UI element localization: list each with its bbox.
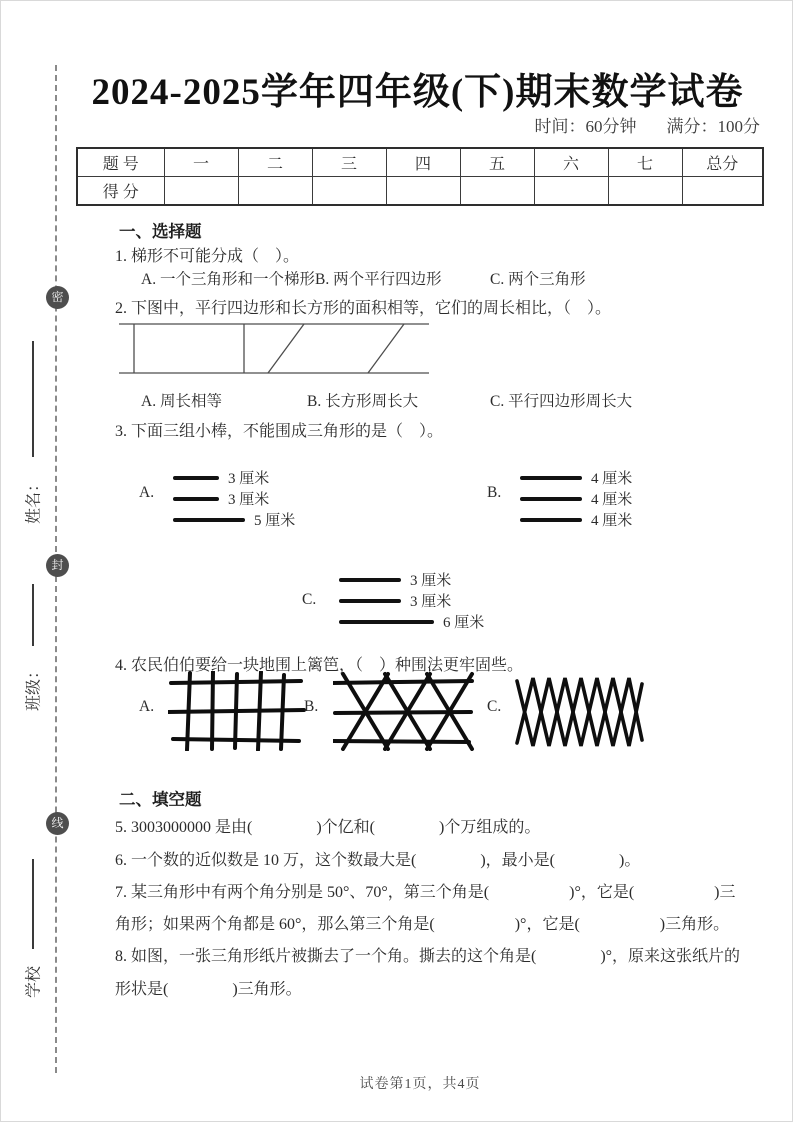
score-cell-empty bbox=[312, 177, 386, 206]
score-table bbox=[76, 147, 764, 206]
fence-cross-diagram bbox=[333, 671, 475, 751]
stick-row bbox=[520, 509, 632, 530]
rectangle-parallelogram-diagram bbox=[116, 321, 436, 377]
score-cell-empty bbox=[608, 177, 682, 206]
stick-length-label: 5 厘米 bbox=[254, 513, 296, 529]
score-table-col-7: 七 bbox=[608, 148, 682, 177]
stick-line bbox=[173, 497, 219, 501]
score-table-question-header: 题 号 bbox=[77, 148, 164, 177]
choice-section-heading: 一、选择题 bbox=[119, 222, 202, 241]
exam-full-score: 满分：100分 bbox=[666, 117, 760, 136]
stick-length-label: 6 厘米 bbox=[443, 615, 485, 631]
stick-length-label: 3 厘米 bbox=[410, 594, 452, 610]
stick-line bbox=[339, 578, 401, 582]
score-cell-empty bbox=[460, 177, 534, 206]
stick-row bbox=[339, 569, 484, 590]
score-cell-empty bbox=[534, 177, 608, 206]
page-footer: 试卷第1页，共4页 bbox=[359, 1077, 481, 1092]
fence-option-c-label: C. bbox=[487, 698, 502, 715]
seal-badge-mi: 密 bbox=[46, 286, 69, 309]
stick-row bbox=[173, 467, 295, 488]
stick-row bbox=[520, 467, 632, 488]
question-6-text: 6. 一个数的近似数是 10 万，这个数最大是( )，最小是( )。 bbox=[115, 852, 641, 869]
question-4-text: 4. 农民伯伯要给一块地围上篱笆，（ ）种围法更牢固些。 bbox=[115, 657, 524, 674]
stick-length-label: 3 厘米 bbox=[410, 573, 452, 589]
stick-group-c-label: C. bbox=[302, 591, 317, 608]
fence-grid-diagram bbox=[168, 671, 308, 751]
school-label: 学校 bbox=[25, 965, 43, 999]
stick-row bbox=[173, 488, 295, 509]
stick-line bbox=[339, 620, 434, 624]
exam-time: 时间：60分钟 bbox=[534, 117, 637, 136]
question-1-option-a: A. 一个三角形和一个梯形 bbox=[141, 271, 315, 288]
stick-group-c bbox=[339, 569, 484, 632]
stick-row bbox=[339, 611, 484, 632]
stick-group-b-label: B. bbox=[487, 484, 502, 501]
seal-badge-feng: 封 bbox=[46, 554, 69, 577]
score-table-score-row bbox=[77, 177, 763, 206]
class-label: 班级： bbox=[25, 662, 43, 712]
score-table-header-row bbox=[77, 148, 763, 177]
stick-length-label: 4 厘米 bbox=[591, 513, 633, 529]
question-1-option-b: B. 两个平行四边形 bbox=[315, 271, 442, 288]
name-label: 姓名： bbox=[25, 475, 43, 525]
stick-length-label: 4 厘米 bbox=[591, 471, 633, 487]
exam-meta bbox=[505, 112, 761, 137]
stick-line bbox=[339, 599, 401, 603]
score-table-score-label: 得 分 bbox=[77, 177, 164, 206]
seal-badge-xian: 线 bbox=[46, 812, 69, 835]
score-cell-empty bbox=[386, 177, 460, 206]
score-cell-empty bbox=[238, 177, 312, 206]
stick-group-a bbox=[173, 467, 295, 530]
question-8-text-line2: 形状是( )三角形。 bbox=[115, 981, 302, 998]
fence-option-a-label: A. bbox=[139, 698, 155, 715]
school-blank-line bbox=[32, 859, 34, 949]
stick-group-b bbox=[520, 467, 632, 530]
stick-length-label: 3 厘米 bbox=[228, 471, 270, 487]
fence-option-b-label: B. bbox=[304, 698, 319, 715]
score-table-col-6: 六 bbox=[534, 148, 608, 177]
stick-row bbox=[339, 590, 484, 611]
stick-line bbox=[173, 476, 219, 480]
question-8-text-line1: 8. 如图，一张三角形纸片被撕去了一个角。撕去的这个角是( )°，原来这张纸片的 bbox=[115, 948, 741, 965]
stick-length-label: 3 厘米 bbox=[228, 492, 270, 508]
score-table-col-4: 四 bbox=[386, 148, 460, 177]
score-table-col-total: 总分 bbox=[682, 148, 763, 177]
stick-row bbox=[520, 488, 632, 509]
page-title: 2024-2025学年四年级(下)期末数学试卷 bbox=[91, 72, 744, 113]
question-3-text: 3. 下面三组小棒，不能围成三角形的是（ ）。 bbox=[115, 423, 444, 440]
question-2-option-b: B. 长方形周长大 bbox=[307, 393, 419, 410]
stick-line bbox=[520, 518, 582, 522]
score-cell-empty bbox=[164, 177, 238, 206]
score-table-col-5: 五 bbox=[460, 148, 534, 177]
fence-zigzag-diagram bbox=[514, 672, 646, 752]
question-2-option-c: C. 平行四边形周长大 bbox=[490, 393, 633, 410]
question-5-text: 5. 3003000000 是由( )个亿和( )个万组成的。 bbox=[115, 819, 541, 836]
question-2-option-a: A. 周长相等 bbox=[141, 393, 222, 410]
class-blank-line bbox=[32, 584, 34, 646]
question-7-text-line2: 角形；如果两个角都是 60°，那么第三个角是( )°，它是( )三角形。 bbox=[115, 916, 730, 933]
stick-line bbox=[520, 476, 582, 480]
fill-section-heading: 二、填空题 bbox=[119, 790, 202, 809]
stick-row bbox=[173, 509, 295, 530]
question-2-text: 2. 下图中，平行四边形和长方形的面积相等，它们的周长相比，（ ）。 bbox=[115, 300, 612, 317]
score-table-col-1: 一 bbox=[164, 148, 238, 177]
name-blank-line bbox=[32, 341, 34, 457]
stick-line bbox=[173, 518, 245, 522]
score-cell-empty bbox=[682, 177, 763, 206]
score-table-col-3: 三 bbox=[312, 148, 386, 177]
stick-length-label: 4 厘米 bbox=[591, 492, 633, 508]
stick-line bbox=[520, 497, 582, 501]
question-1-text: 1. 梯形不可能分成（ ）。 bbox=[115, 248, 300, 265]
stick-group-a-label: A. bbox=[139, 484, 155, 501]
question-7-text-line1: 7. 某三角形中有两个角分别是 50°、70°，第三个角是( )°，它是( )三 bbox=[115, 884, 736, 901]
score-table-col-2: 二 bbox=[238, 148, 312, 177]
question-1-option-c: C. 两个三角形 bbox=[490, 271, 586, 288]
